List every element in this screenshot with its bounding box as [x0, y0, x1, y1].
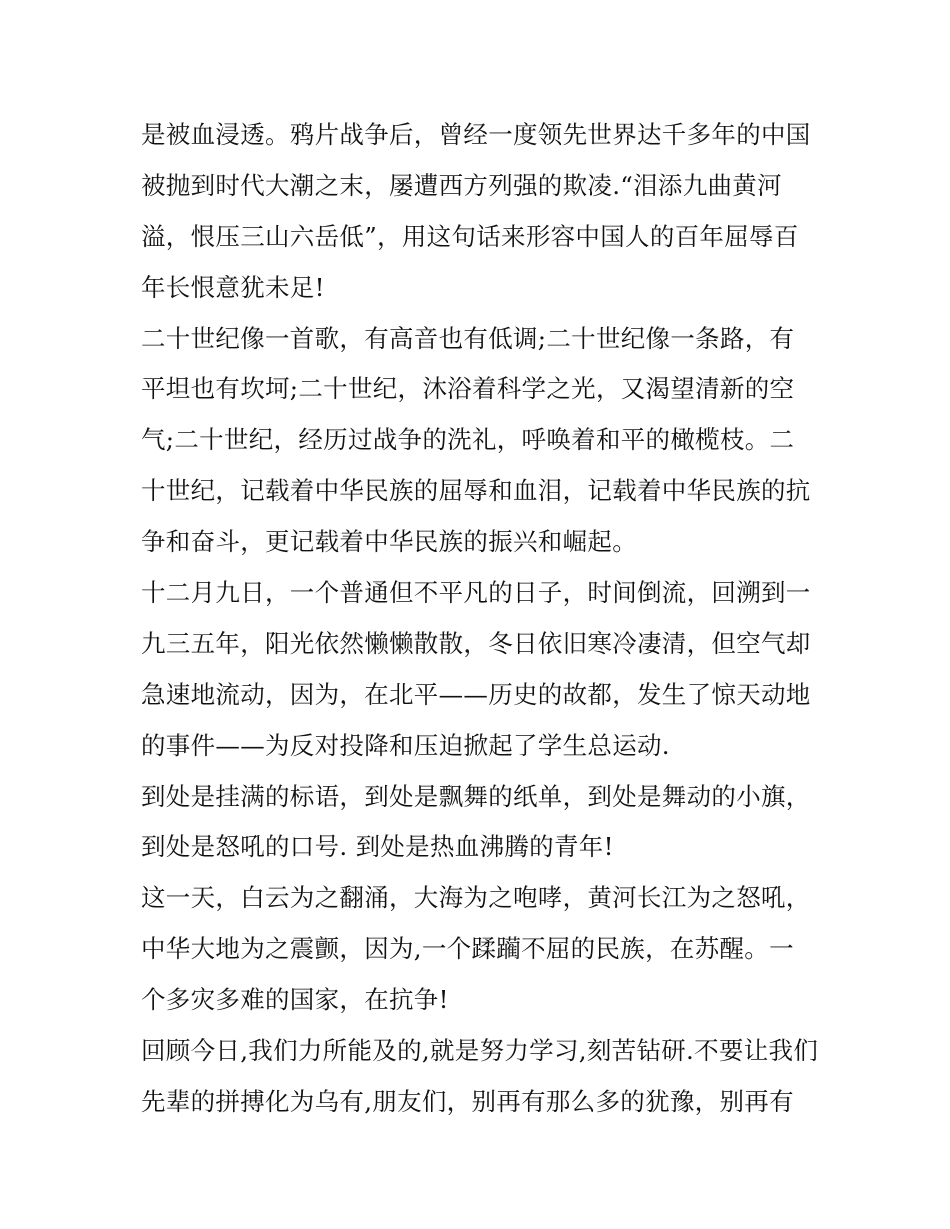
text-line: 是被血浸透。鸦片战争后，曾经一度领先世界达千多年的中国	[141, 120, 811, 149]
text-line: 到处是挂满的标语，到处是飘舞的纸单，到处是舞动的小旗，	[141, 781, 811, 811]
text-line: 急速地流动，因为，在北平——历史的故都，发生了惊天动地	[141, 679, 811, 709]
text-line: 气;二十世纪，经历过战争的洗礼，呼唤着和平的橄榄枝。二	[141, 425, 795, 455]
text-line: 十世纪，记载着中华民族的屈辱和血泪，记载着中华民族的抗	[141, 476, 811, 506]
text-line: 个多灾多难的国家，在抗争!	[141, 985, 449, 1015]
text-line: 平坦也有坎坷;二十世纪，沐浴着科学之光，又渴望清新的空	[141, 374, 795, 404]
text-line: 被抛到时代大潮之末，屡遭西方列强的欺凌.“泪添九曲黄河	[141, 170, 782, 200]
text-line: 这一天，白云为之翻涌，大海为之咆哮，黄河长江为之怒吼，	[141, 883, 811, 913]
text-line: 九三五年，阳光依然懒懒散散，冬日依旧寒冷凄清，但空气却	[141, 628, 811, 658]
text-line: 中华大地为之震颤，因为,一个蹂躏不屈的民族，在苏醒。一	[141, 934, 794, 964]
document-body	[141, 110, 821, 1128]
text-line: 回顾今日,我们力所能及的,就是努力学习,刻苦钻研.不要让我们	[141, 1036, 819, 1066]
text-line: 的事件——为反对投降和压迫掀起了学生总运动.	[141, 730, 670, 760]
text-line: 先辈的拼搏化为乌有,朋友们，别再有那么多的犹豫，别再有	[141, 1086, 794, 1116]
text-line: 到处是怒吼的口号. 到处是热血沸腾的青年!	[141, 832, 614, 862]
text-line: 年长恨意犹未足!	[141, 272, 325, 302]
text-line: 争和奋斗，更记载着中华民族的振兴和崛起。	[141, 527, 637, 557]
text-line: 二十世纪像一首歌，有高音也有低调;二十世纪像一条路，有	[141, 323, 795, 353]
text-line: 溢，恨压三山六岳低”，用这句话来形容中国人的百年屈辱百	[141, 221, 799, 251]
text-line: 十二月九日，一个普通但不平凡的日子，时间倒流，回溯到一	[141, 578, 811, 608]
